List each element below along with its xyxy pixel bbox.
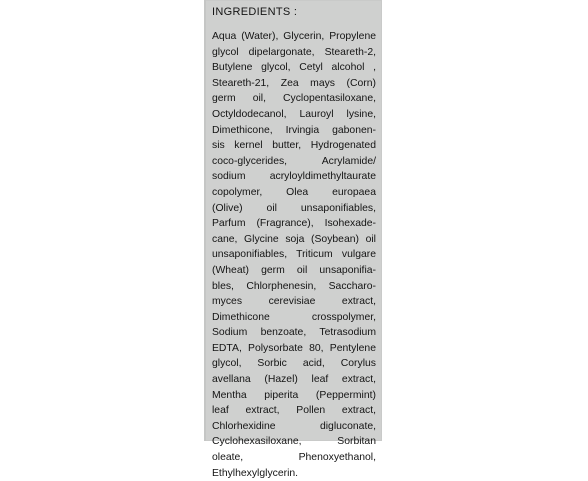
ingredient-line: (Olive) oil unsaponifiables,	[212, 202, 376, 214]
ingredient-line: sodium acryloyldimethyltaurate	[212, 171, 376, 183]
ingredient-line: Dimethicone crosspolymer,	[212, 311, 376, 323]
ingredient-line: Sodium benzoate, Tetrasodium	[212, 327, 376, 339]
ingredient-lines	[212, 29, 376, 481]
ingredient-line: Parfum (Fragrance), Isohexade-	[212, 218, 376, 230]
ingredient-line: Mentha piperita (Peppermint)	[212, 389, 376, 401]
ingredient-line: Cyclohexasiloxane, Sorbitan	[212, 436, 376, 448]
ingredient-line: myces cerevisiae extract,	[212, 296, 376, 308]
ingredient-line: Steareth-21, Zea mays (Corn)	[212, 77, 376, 89]
ingredient-line: oleate, Phenoxyethanol,	[212, 452, 376, 464]
ingredient-line: sis kernel butter, Hydrogenated	[212, 140, 376, 152]
ingredient-line: EDTA, Polysorbate 80, Pentylene	[212, 342, 376, 354]
ingredient-line: Ethylhexylglycerin.	[212, 467, 299, 479]
ingredient-line: glycol, Sorbic acid, Corylus	[212, 358, 376, 370]
ingredient-line: coco-glycerides, Acrylamide/	[212, 155, 376, 167]
ingredient-line: copolymer, Olea europaea	[212, 186, 376, 198]
ingredient-line: Octyldodecanol, Lauroyl lysine,	[212, 108, 376, 120]
ingredient-line: (Wheat) germ oil unsaponifia-	[212, 264, 376, 276]
ingredients-heading: INGREDIENTS :	[212, 6, 298, 18]
ingredient-line: bles, Chlorphenesin, Saccharo-	[212, 280, 376, 292]
ingredient-line: glycol dipelargonate, Steareth-2,	[212, 46, 376, 58]
ingredient-line: germ oil, Cyclopentasiloxane,	[212, 93, 376, 105]
ingredient-line: Aqua (Water), Glycerin, Propylene	[212, 31, 376, 42]
ingredient-line: leaf extract, Pollen extract,	[212, 405, 376, 417]
panel-edge	[204, 0, 206, 441]
ingredient-line: Dimethicone, Irvingia gabonen-	[212, 124, 376, 136]
ingredient-list	[212, 6, 376, 481]
ingredient-line: Butylene glycol, Cetyl alcohol ,	[212, 62, 376, 74]
ingredient-line: unsaponifiables, Triticum vulgare	[212, 249, 376, 261]
ingredient-line: avellana (Hazel) leaf extract,	[212, 374, 376, 386]
ingredient-line: Chlorhexidine digluconate,	[212, 420, 376, 432]
ingredient-line: cane, Glycine soja (Soybean) oil	[212, 233, 376, 245]
